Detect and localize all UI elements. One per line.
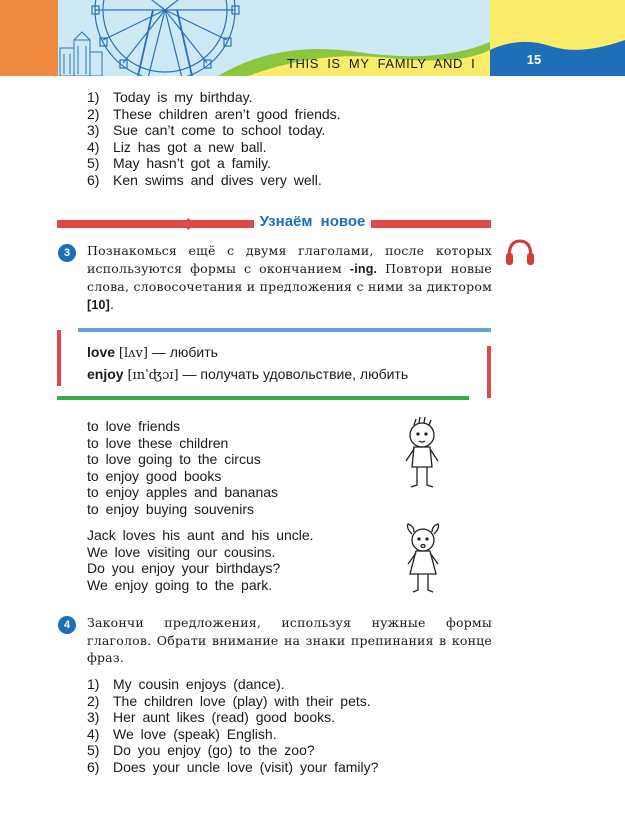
boy-illustration: [400, 415, 444, 491]
list-item: 3) Her aunt likes (read) good books.: [87, 709, 335, 725]
list-item: Do you enjoy your birthdays?: [87, 560, 281, 576]
list-item: 1) Today is my birthday.: [87, 89, 253, 105]
list-item: to enjoy good books: [87, 467, 222, 484]
prev-exercise-list: [87, 89, 341, 188]
girl-illustration: [400, 520, 446, 596]
header-orange-block: [0, 0, 58, 76]
list-item: to love friends: [87, 418, 181, 434]
exercise-3-number: 3: [58, 244, 76, 262]
example-sentences-list: [87, 527, 314, 593]
vocab-entry-enjoy: enjoy [ɪnˈʤɔɪ] — получать удовольствие, любить: [87, 366, 409, 383]
list-item: We love visiting our cousins.: [87, 543, 276, 560]
section-title: Узнаём новое: [0, 213, 625, 230]
exercise-4-list: [87, 676, 378, 775]
list-item: Jack loves his aunt and his uncle.: [87, 527, 314, 543]
exercise-4-number: 4: [58, 616, 76, 634]
vocab-box-left-border: [57, 330, 61, 386]
list-item: 4) We love (speak) English.: [87, 725, 277, 742]
vocab-box-right-border: [487, 346, 491, 398]
list-item: 5) Do you enjoy (go) to the zoo?: [87, 742, 315, 758]
headphones-icon[interactable]: [505, 237, 535, 269]
list-item: to love going to the circus: [87, 451, 261, 467]
vocab-entry-love: love [lʌv] — любить: [87, 344, 218, 361]
exercise-3-instruction: Познакомься ещё с двумя глаголами, после которых используются формы с окончанием -ing. Повтори новые слова, словосочетания и предложения с ними за диктором [10].: [87, 243, 492, 312]
list-item: to enjoy buying souvenirs: [87, 500, 254, 517]
list-item: 6) Ken swims and dives very well.: [87, 171, 322, 188]
vocab-box-top-border: [78, 328, 491, 332]
list-item: 5) May hasn’t got a family.: [87, 155, 272, 171]
page-number: 15: [511, 50, 557, 70]
list-item: 6) Does your uncle love (visit) your family?: [87, 758, 379, 775]
list-item: We enjoy going to the park.: [87, 576, 273, 593]
list-item: to enjoy apples and bananas: [87, 484, 279, 500]
list-item: 2) The children love (play) with their pets.: [87, 692, 371, 709]
list-item: 4) Liz has got a new ball.: [87, 138, 267, 155]
list-item: 2) These children aren’t good friends.: [87, 105, 341, 122]
list-item: 3) Sue can’t come to school today.: [87, 122, 326, 138]
exercise-4-instruction: Закончи предложения, используя нужные формы глаголов. Обрати внимание на знаки препинания в конце фраз.: [87, 615, 492, 665]
list-item: 1) My cousin enjoys (dance).: [87, 676, 285, 692]
vocab-box-bottom-border: [57, 396, 469, 400]
chapter-title: THIS IS MY FAMILY AND I: [287, 56, 476, 71]
list-item: to love these children: [87, 434, 229, 451]
phrases-list: [87, 418, 278, 517]
